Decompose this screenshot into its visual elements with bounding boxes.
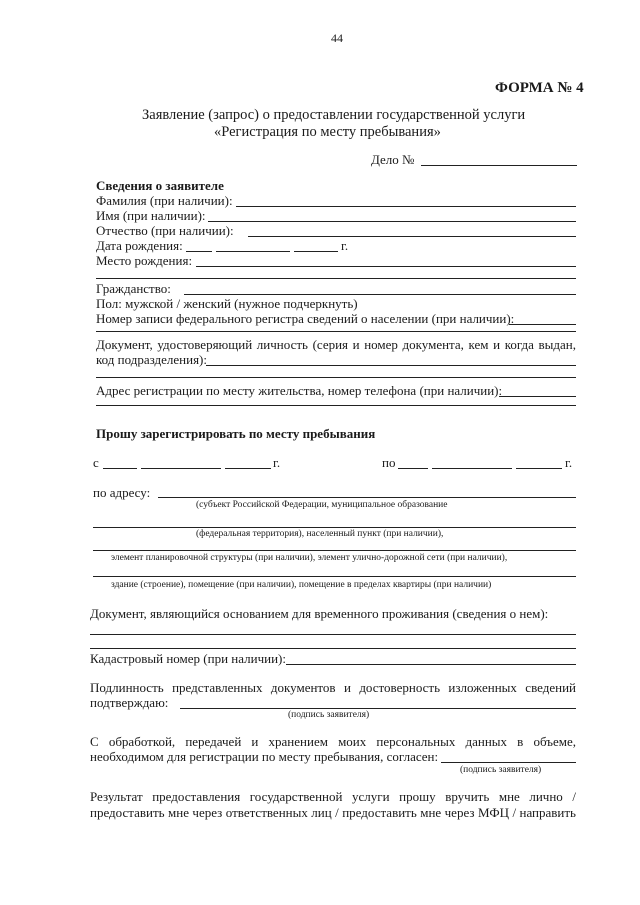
birth-place-label: Место рождения:	[96, 253, 193, 268]
to-month-field[interactable]	[432, 454, 512, 469]
last-name-field[interactable]	[236, 192, 576, 207]
from-label: с	[93, 455, 99, 470]
birth-year-suffix: г.	[341, 238, 349, 253]
applicant-heading: Сведения о заявителе	[96, 178, 224, 193]
cadastral-field[interactable]	[286, 650, 576, 665]
to-year-suffix: г.	[565, 455, 573, 470]
patronymic-field[interactable]	[248, 222, 576, 237]
address-field-2[interactable]	[93, 513, 576, 528]
consent-text-2: необходимом для регистрации по месту пребывания, согласен:	[90, 749, 439, 764]
registry-number-line-2	[96, 331, 576, 332]
birth-year-field[interactable]	[294, 237, 338, 252]
address-hint-3: элемент планировочной структуры (при наличии), элемент улично-дорожной сети (при наличии),	[111, 553, 508, 563]
address-field-4[interactable]	[93, 562, 576, 577]
from-day-field[interactable]	[103, 454, 137, 469]
id-document-line-2	[96, 377, 576, 378]
consent-signature-hint: (подпись заявителя)	[460, 765, 542, 775]
title-line-2: «Регистрация по месту пребывания»	[214, 124, 441, 140]
confirm-signature-hint: (подпись заявителя)	[288, 710, 370, 720]
confirm-text-2: подтверждаю:	[90, 695, 169, 710]
first-name-field[interactable]	[208, 207, 576, 222]
result-text-2: предоставить мне через ответственных лиц / предоставить мне через МФЦ / направить	[90, 805, 576, 820]
basis-document-field-2[interactable]	[90, 634, 576, 649]
title-line-1: Заявление (запрос) о предоставлении государственной услуги	[142, 107, 526, 123]
last-name-label: Фамилия (при наличии):	[96, 193, 233, 208]
to-year-field[interactable]	[516, 454, 562, 469]
id-document-label-2: код подразделения):	[96, 352, 207, 367]
reg-address-line-2	[96, 405, 576, 406]
address-hint-2: (федеральная территория), населенный пункт (при наличии),	[196, 529, 444, 539]
id-document-label-1: Документ, удостоверяющий личность (серия и номер документа, кем и когда выдан,	[96, 337, 576, 352]
to-label: по	[382, 455, 396, 470]
birth-date-label: Дата рождения:	[96, 238, 183, 253]
basis-document-field-1[interactable]	[90, 620, 576, 635]
result-text-1: Результат предоставления государственной услуги прошу вручить мне лично /	[90, 789, 576, 804]
case-number-field[interactable]	[421, 151, 577, 166]
citizenship-label: Гражданство:	[96, 281, 171, 296]
address-field-1[interactable]	[158, 483, 576, 498]
address-hint-4: здание (строение), помещение (при наличии), помещение в пределах квартиры (при наличии)	[111, 580, 492, 590]
address-field-3[interactable]	[93, 536, 576, 551]
consent-signature-field[interactable]	[441, 748, 576, 763]
birth-day-field[interactable]	[186, 237, 212, 252]
address-hint-1: (субъект Российской Федерации, муниципальное образование	[196, 500, 448, 510]
birth-month-field[interactable]	[216, 237, 290, 252]
citizenship-field[interactable]	[184, 280, 576, 295]
registry-number-label: Номер записи федерального регистра сведений о населении (при наличии):	[96, 311, 515, 326]
reg-address-field[interactable]	[499, 382, 576, 397]
from-year-suffix: г.	[273, 455, 281, 470]
birth-place-field[interactable]	[196, 252, 576, 267]
from-year-field[interactable]	[225, 454, 271, 469]
case-label: Дело №	[371, 152, 415, 167]
basis-document-label: Документ, являющийся основанием для временного проживания (сведения о нем):	[90, 606, 549, 621]
birth-place-line-2	[96, 278, 576, 279]
from-month-field[interactable]	[141, 454, 221, 469]
reg-address-label: Адрес регистрации по месту жительства, номер телефона (при наличии):	[96, 383, 503, 398]
first-name-label: Имя (при наличии):	[96, 208, 206, 223]
patronymic-label: Отчество (при наличии):	[96, 223, 234, 238]
consent-text-1: С обработкой, передачей и хранением моих персональных данных в объеме,	[90, 734, 576, 749]
registry-number-field[interactable]	[509, 310, 576, 325]
id-document-field[interactable]	[206, 351, 576, 366]
form-label: ФОРМА № 4	[495, 80, 584, 96]
gender-label: Пол: мужской / женский (нужное подчеркнуть)	[96, 296, 358, 311]
confirm-text-1: Подлинность представленных документов и достоверность изложенных сведений	[90, 680, 576, 695]
cadastral-label: Кадастровый номер (при наличии):	[90, 651, 286, 666]
page-number: 44	[331, 31, 343, 45]
address-label: по адресу:	[93, 485, 151, 500]
request-heading: Прошу зарегистрировать по месту пребывания	[96, 426, 376, 441]
to-day-field[interactable]	[398, 454, 428, 469]
confirm-signature-field[interactable]	[180, 694, 576, 709]
